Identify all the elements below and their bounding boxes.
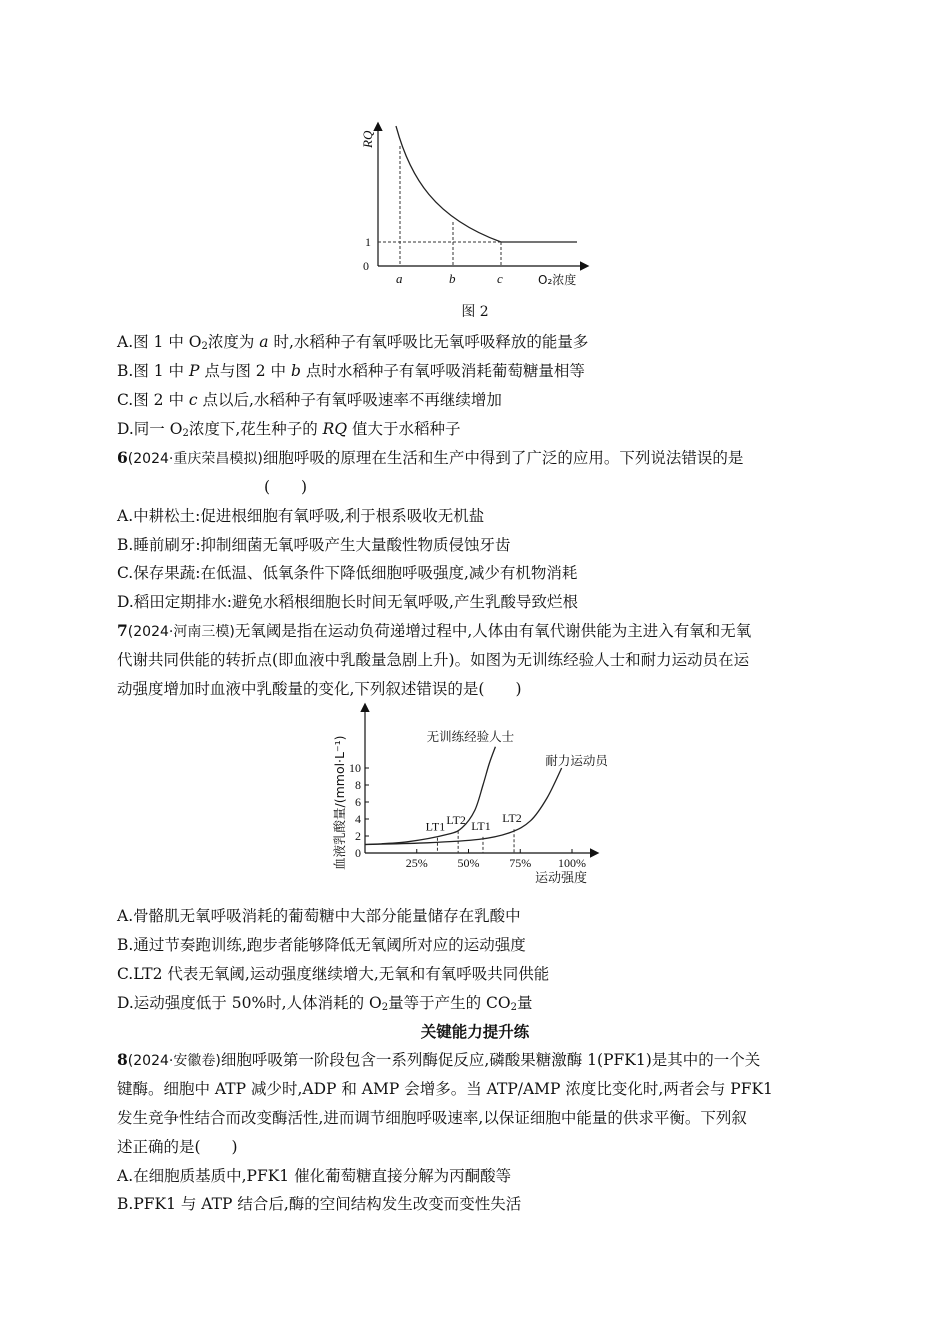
figure-2-rq-graph <box>355 118 595 293</box>
q8-source: (2024·安徽卷) <box>127 1053 221 1069</box>
q6-option-c: C.保存果蔬:在低温、低氧条件下降低细胞呼吸强度,减少有机物消耗 <box>117 564 578 582</box>
q7-option-c: C.LT2 代表无氧阈,运动强度继续增大,无氧和有氧呼吸共同供能 <box>117 965 550 983</box>
series-label: 无训练经验人士 <box>426 728 515 744</box>
x-tick-c: c <box>497 271 503 286</box>
rq-curve <box>396 126 577 242</box>
q6-option-a: A.中耕松土:促进根细胞有氧呼吸,利于根系吸收无机盐 <box>117 507 485 525</box>
q5-option-a: A.图 1 中 $O_2$浓度为 a 时,水稻种子有氧呼吸比无氧呼吸释放的能量多 <box>117 333 589 352</box>
y-tick-label: 8 <box>355 778 361 792</box>
lactate-chart <box>325 700 635 895</box>
x-axis-label: O₂浓度 <box>538 273 577 287</box>
q7-source: (2024·河南三模) <box>127 624 235 640</box>
chart-y-label: 血液乳酸量/(mmol·L⁻¹) <box>332 735 347 870</box>
q5-option-d: D.同一 $O_2$浓度下,花生种子的 RQ 值大于水稻种子 <box>117 420 461 439</box>
q7-stem-line-3: 动强度增加时血液中乳酸量的变化,下列叙述错误的是( ) <box>117 680 522 698</box>
y-tick-1: 1 <box>365 235 371 249</box>
y-tick-label: 4 <box>355 812 361 826</box>
q7-option-b: B.通过节奏跑训练,跑步者能够降低无氧阈所对应的运动强度 <box>117 936 526 954</box>
q6-source: (2024·重庆荣昌模拟) <box>127 451 263 467</box>
x-tick-label: 100% <box>558 856 586 870</box>
q6-stem: 6(2024·重庆荣昌模拟)细胞呼吸的原理在生活和生产中得到了广泛的应用。下列说法错误的是 <box>117 448 744 467</box>
q8-stem-line-4: 述正确的是( ) <box>117 1138 238 1156</box>
x-tick-label: 50% <box>457 856 480 870</box>
chart-x-label: 运动强度 <box>535 871 588 886</box>
y-axis-label: RQ <box>360 130 375 148</box>
q7-stem-line-2: 代谢共同供能的转折点(即血液中乳酸量急剧上升)。如图为无训练经验人士和耐力运动员在运 <box>117 651 750 669</box>
q7-option-d: D.运动强度低于 50%时,人体消耗的 $O_2$量等于产生的 $CO_2$量 <box>117 994 533 1013</box>
q8-stem-line-3: 发生竞争性结合而改变酶活性,进而调节细胞呼吸速率,以保证细胞中能量的供求平衡。下列叙 <box>117 1109 747 1127</box>
threshold-label: LT1 <box>471 818 491 833</box>
q6-option-b: B.睡前刷牙:抑制细菌无氧呼吸产生大量酸性物质侵蚀牙齿 <box>117 536 511 554</box>
y-tick-label: 0 <box>355 846 361 860</box>
figure-2-caption: 图 2 <box>461 304 489 320</box>
threshold-label: LT1 <box>425 819 446 834</box>
x-tick-a: a <box>396 271 403 286</box>
series-label: 耐力运动员 <box>545 753 608 768</box>
q6-bracket: ( ) <box>264 478 308 496</box>
section-title: 关键能力提升练 <box>420 1022 530 1041</box>
q8-stem-line-2: 键酶。细胞中 ATP 减少时,ADP 和 AMP 会增多。当 ATP/AMP 浓度比变化时,两者会与 PFK1 <box>117 1080 773 1098</box>
x-tick-b: b <box>449 271 456 286</box>
q7-stem-line-1: 7(2024·河南三模)无氧阈是指在运动负荷递增过程中,人体由有氧代谢供能为主进入有氧和无氧 <box>117 621 752 640</box>
q5-option-b: B.图 1 中 P 点与图 2 中 b 点时水稻种子有氧呼吸消耗葡萄糖量相等 <box>117 362 585 380</box>
q8-stem-line-1: 8(2024·安徽卷)细胞呼吸第一阶段包含一系列酶促反应,磷酸果糖激酶 1(PFK1)是其中的一个关 <box>117 1050 761 1069</box>
q8-number: 8 <box>117 1050 128 1069</box>
q7-option-a: A.骨骼肌无氧呼吸消耗的葡萄糖中大部分能量储存在乳酸中 <box>117 907 521 925</box>
threshold-label: LT2 <box>502 811 522 826</box>
threshold-label: LT2 <box>446 812 466 827</box>
y-tick-label: 10 <box>349 761 361 775</box>
q5-option-c: C.图 2 中 c 点以后,水稻种子有氧呼吸速率不再继续增加 <box>117 391 502 409</box>
x-tick-label: 25% <box>405 856 428 870</box>
q8-option-a: A.在细胞质基质中,PFK1 催化葡萄糖直接分解为丙酮酸等 <box>117 1167 512 1185</box>
q7-number: 7 <box>117 621 128 640</box>
y-tick-label: 2 <box>355 829 361 843</box>
y-tick-label: 6 <box>355 795 361 809</box>
q8-option-b: B.PFK1 与 ATP 结合后,酶的空间结构发生改变而变性失活 <box>117 1195 522 1213</box>
q6-option-d: D.稻田定期排水:避免水稻根细胞长时间无氧呼吸,产生乳酸导致烂根 <box>117 593 578 611</box>
q6-number: 6 <box>117 448 128 467</box>
series-line <box>365 768 562 845</box>
x-tick-label: 75% <box>509 856 532 870</box>
origin-label: 0 <box>363 259 369 273</box>
